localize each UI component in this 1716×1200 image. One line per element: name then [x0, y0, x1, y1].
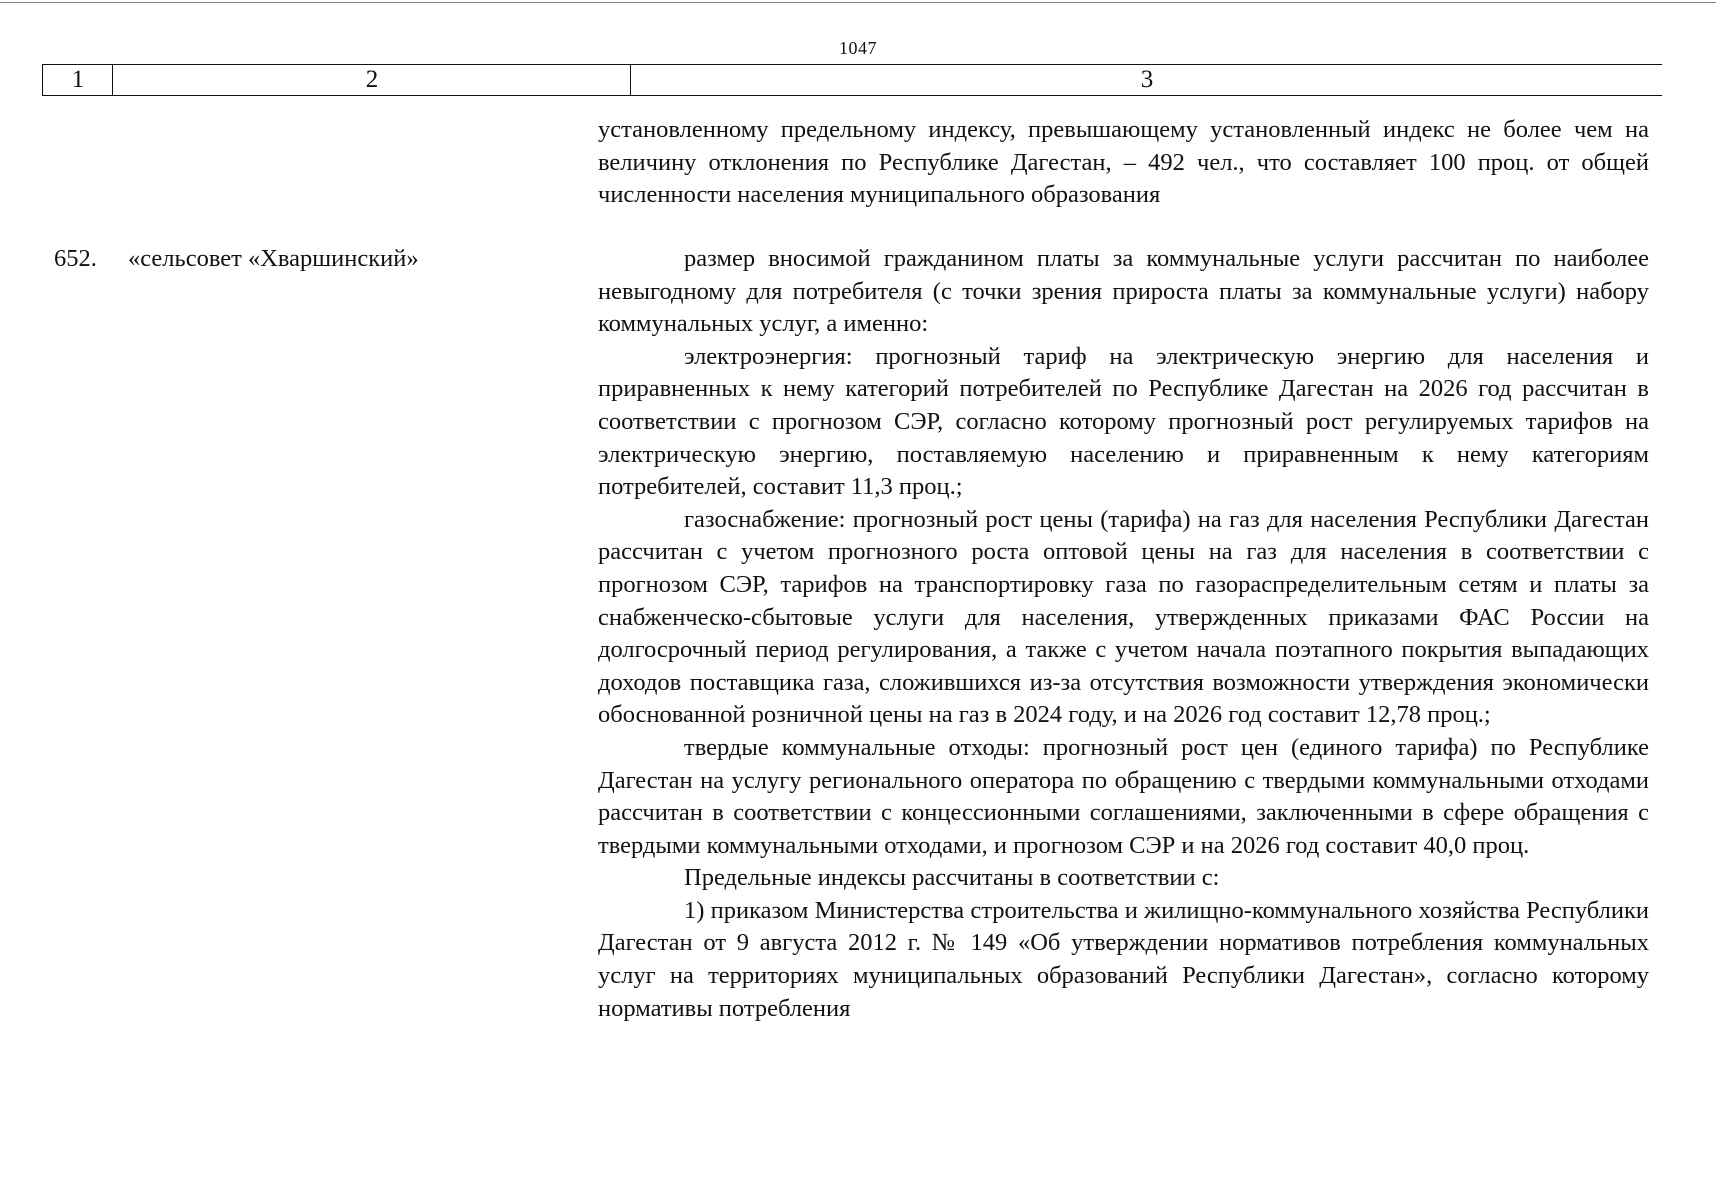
paragraph-gas: газоснабжение: прогнозный рост цены (тарифа) на газ для населения Республики Дагестан рассчитан с учетом прогнозного роста оптовой цены на газ для населения в соответствии с прогнозом СЭР, тарифов на транспортировку газа по газораспределительным сетям и платы за снабженческо-сбытовые услуги для населения, утвержденных приказами ФАС России на долгосрочный период регулирования, а также с учетом начала поэтапного покрытия выпадающих доходов поставщика газа, сложившихся из-за отсутствия возможности утверждения экономически обоснованной розничной цены на газ в 2024 году, и на 2026 год составит 12,78 проц.;	[598, 505, 1649, 729]
table-header-row	[42, 64, 1662, 96]
paragraph-electricity: электроэнергия: прогнозный тариф на электрическую энергию для населения и приравненных к нему категорий потребителей по Республике Дагестан на 2026 год рассчитан в соответствии с прогнозом СЭР, согласно которому прогнозный рост регулируемых тарифов на электрическую энергию, поставляемую населению и приравненным к нему категориям потребителей, составит 11,3 проц.;	[598, 342, 1649, 501]
column-number-1: 1	[42, 65, 113, 95]
page-number: 1047	[839, 38, 877, 58]
municipality-name: «сельсовет «Хваршинский»	[128, 245, 419, 272]
column-number-2: 2	[112, 65, 631, 95]
row-description-cell	[598, 243, 1649, 1025]
carryover-paragraph: установленному предельному индексу, превышающему установленный индекс не более чем на величину отклонения по Республике Дагестан, – 492 чел., что составляет 100 проц. от общей численности населения муниципального образования	[598, 116, 1649, 209]
carryover-cell	[598, 114, 1649, 212]
paragraph-intro: размер вносимой гражданином платы за коммунальные услуги рассчитан по наиболее невыгодному для потребителя (с точки зрения прироста платы за коммунальные услуги) набору коммунальных услуг, а именно:	[598, 245, 1649, 338]
top-border-line	[0, 2, 1716, 3]
column-number-3: 3	[630, 65, 1663, 95]
paragraph-order-1: 1) приказом Министерства строительства и жилищно-коммунального хозяйства Республики Дагестан от 9 августа 2012 г. № 149 «Об утверждении нормативов потребления коммунальных услуг на территориях муниципальных образований Республики Дагестан», согласно которому нормативы потребления	[598, 896, 1649, 1022]
paragraph-solid-waste: твердые коммунальные отходы: прогнозный рост цен (единого тарифа) по Республике Дагестан на услугу регионального оператора по обращению с твердыми коммунальными отходами рассчитан в соответствии с концессионными соглашениями, заключенными в сфере обращения с твердыми коммунальными отходами, и прогнозом СЭР и на 2026 год составит 40,0 проц.	[598, 733, 1649, 859]
row-number: 652.	[54, 245, 97, 272]
paragraph-indices-basis: Предельные индексы рассчитаны в соответствии с:	[684, 864, 1220, 892]
